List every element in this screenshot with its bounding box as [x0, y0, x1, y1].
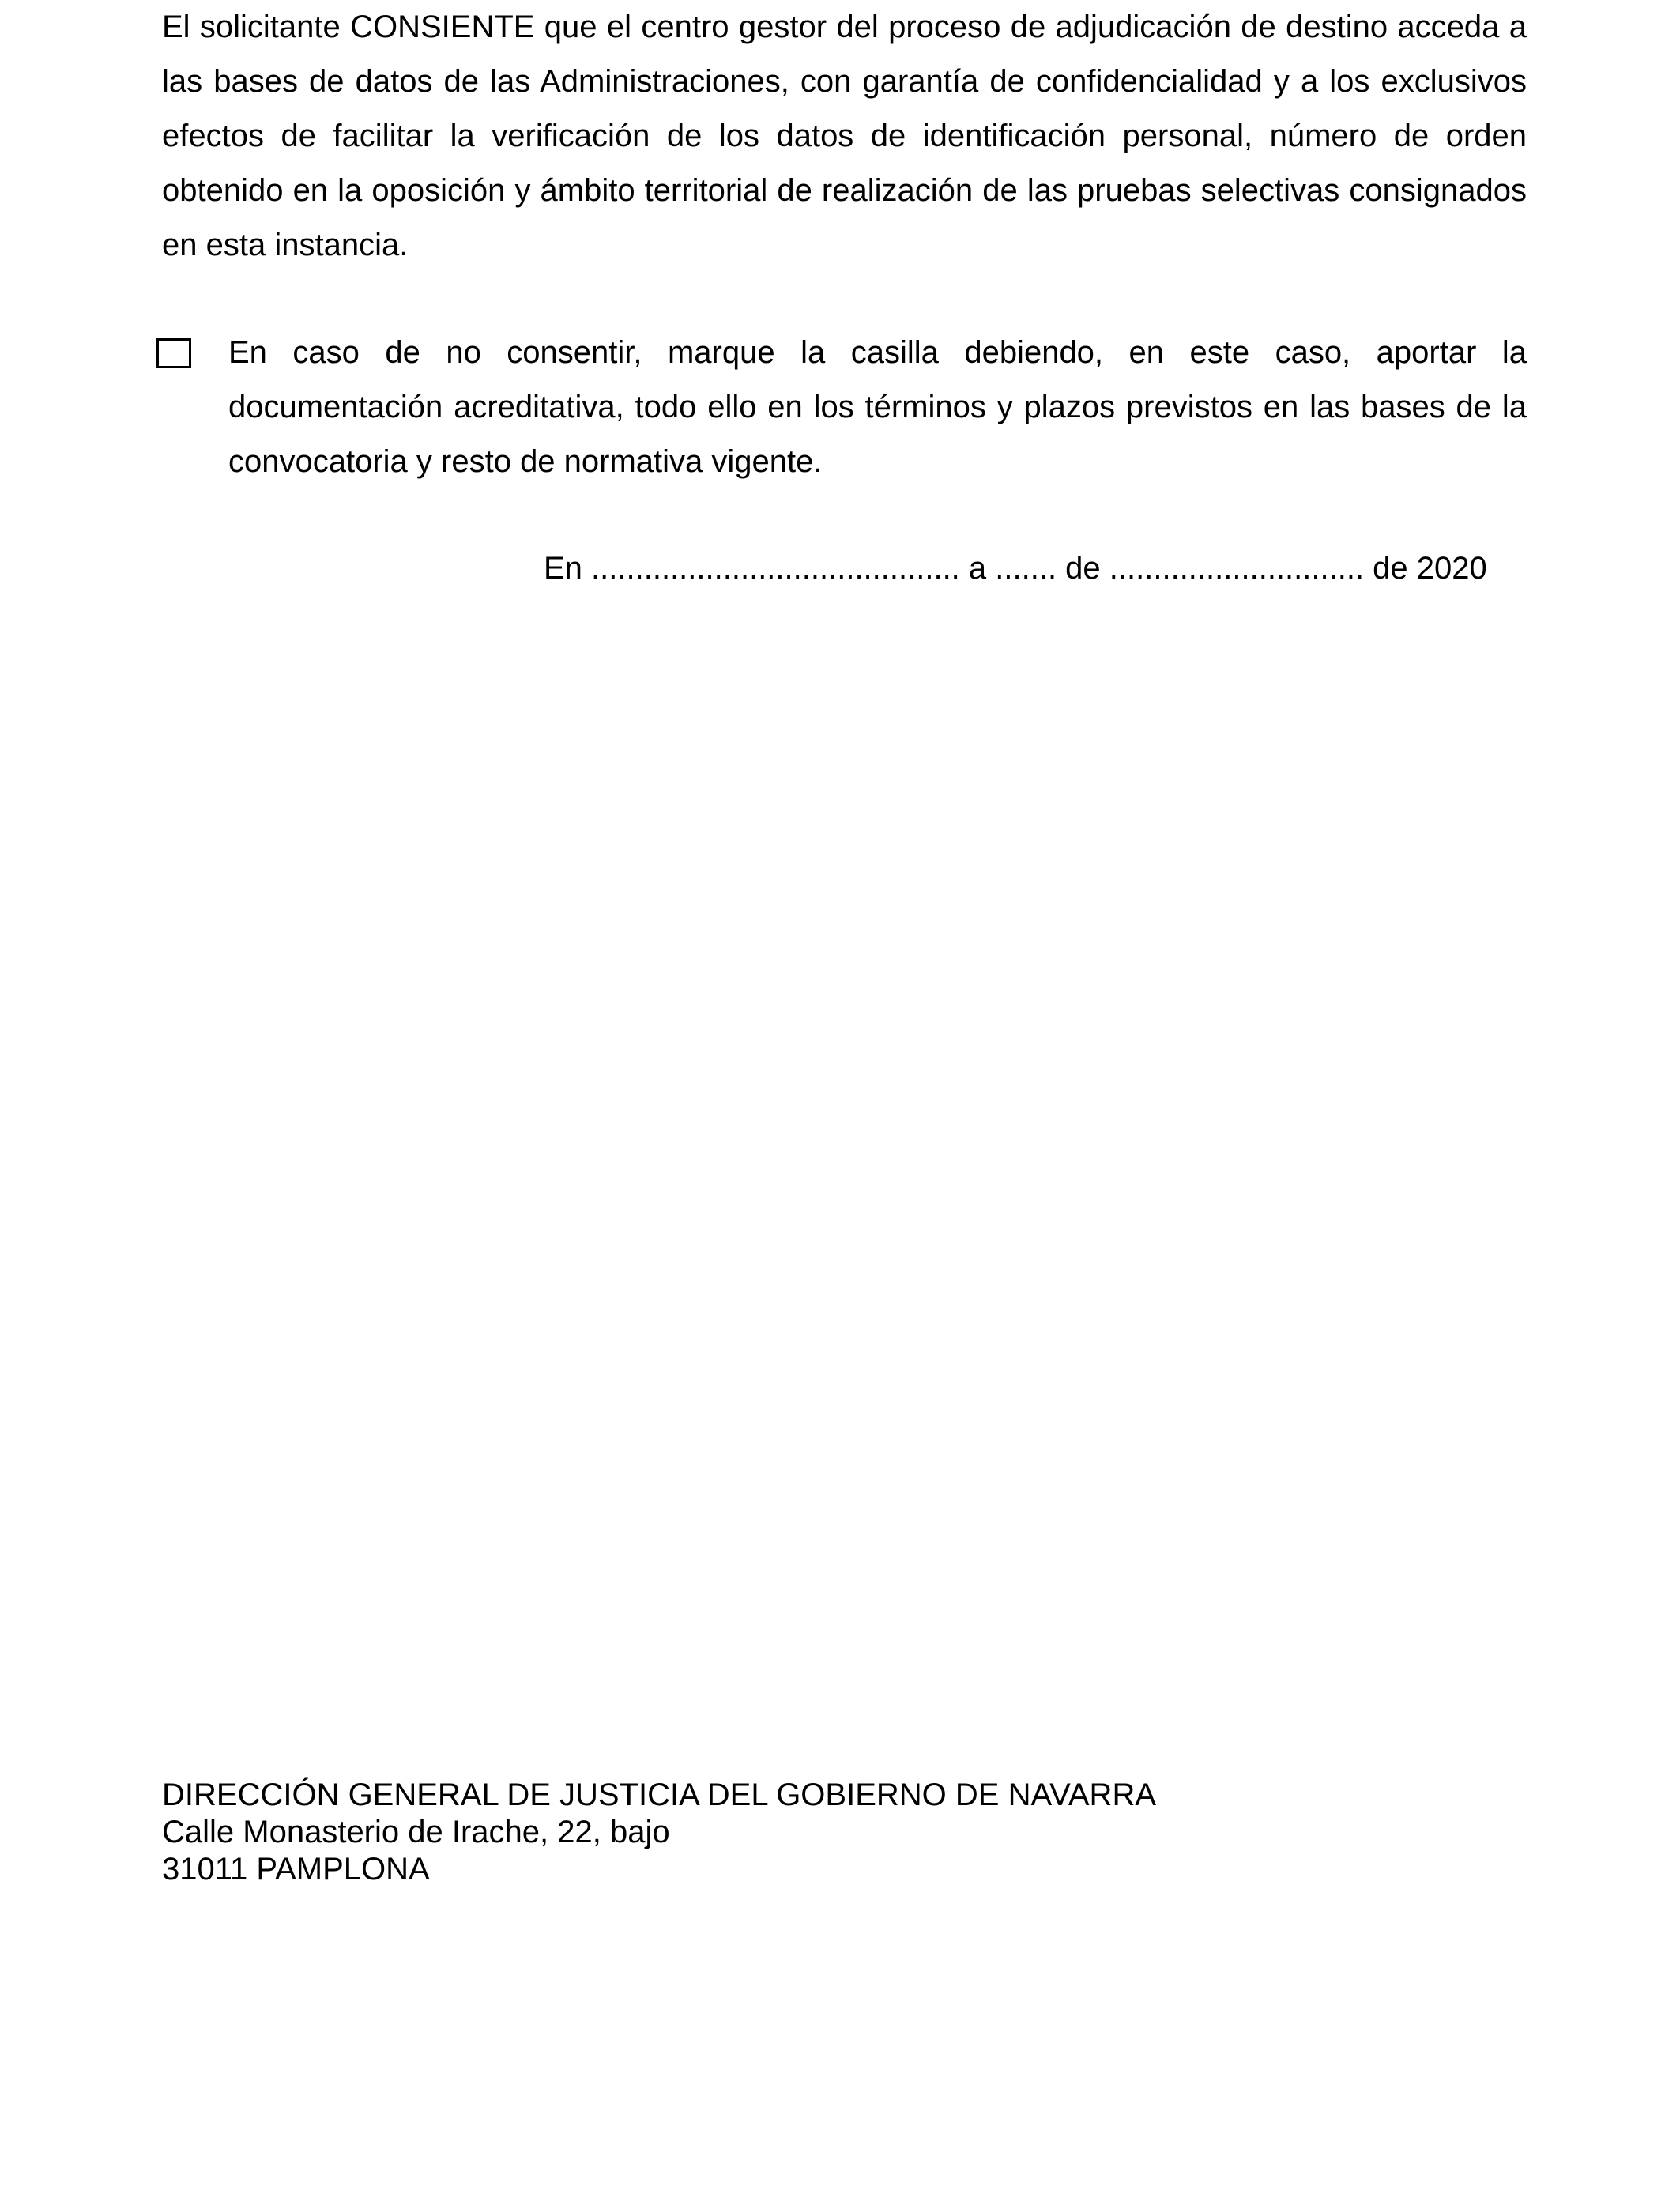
address-street: Calle Monasterio de Irache, 22, bajo	[162, 1815, 670, 1849]
place-date-line: En .......................................... a ....... de ............................. de 2020	[544, 551, 1487, 586]
consent-paragraph: El solicitante CONSIENTE que el centro gestor del proceso de adjudicación de destino acceda a las bases de datos de las Administraciones, con garantía de confidencialidad y a los exclusivos efectos de facilitar la verificación de los datos de identificación personal, número de orden obtenido en la oposición y ámbito territorial de realización de las pruebas selectivas consignados en esta instancia.	[162, 9, 1527, 262]
address-block	[162, 1777, 1156, 1888]
address-organization: DIRECCIÓN GENERAL DE JUSTICIA DEL GOBIERNO DE NAVARRA	[162, 1777, 1157, 1812]
no-consent-text: En caso de no consentir, marque la casilla debiendo, en este caso, aportar la documentación acreditativa, todo ello en los términos y plazos previstos en las bases de la convocatoria y resto de normativa vigente.	[228, 335, 1527, 479]
address-city: 31011 PAMPLONA	[162, 1852, 430, 1887]
no-consent-checkbox[interactable]	[156, 338, 191, 368]
